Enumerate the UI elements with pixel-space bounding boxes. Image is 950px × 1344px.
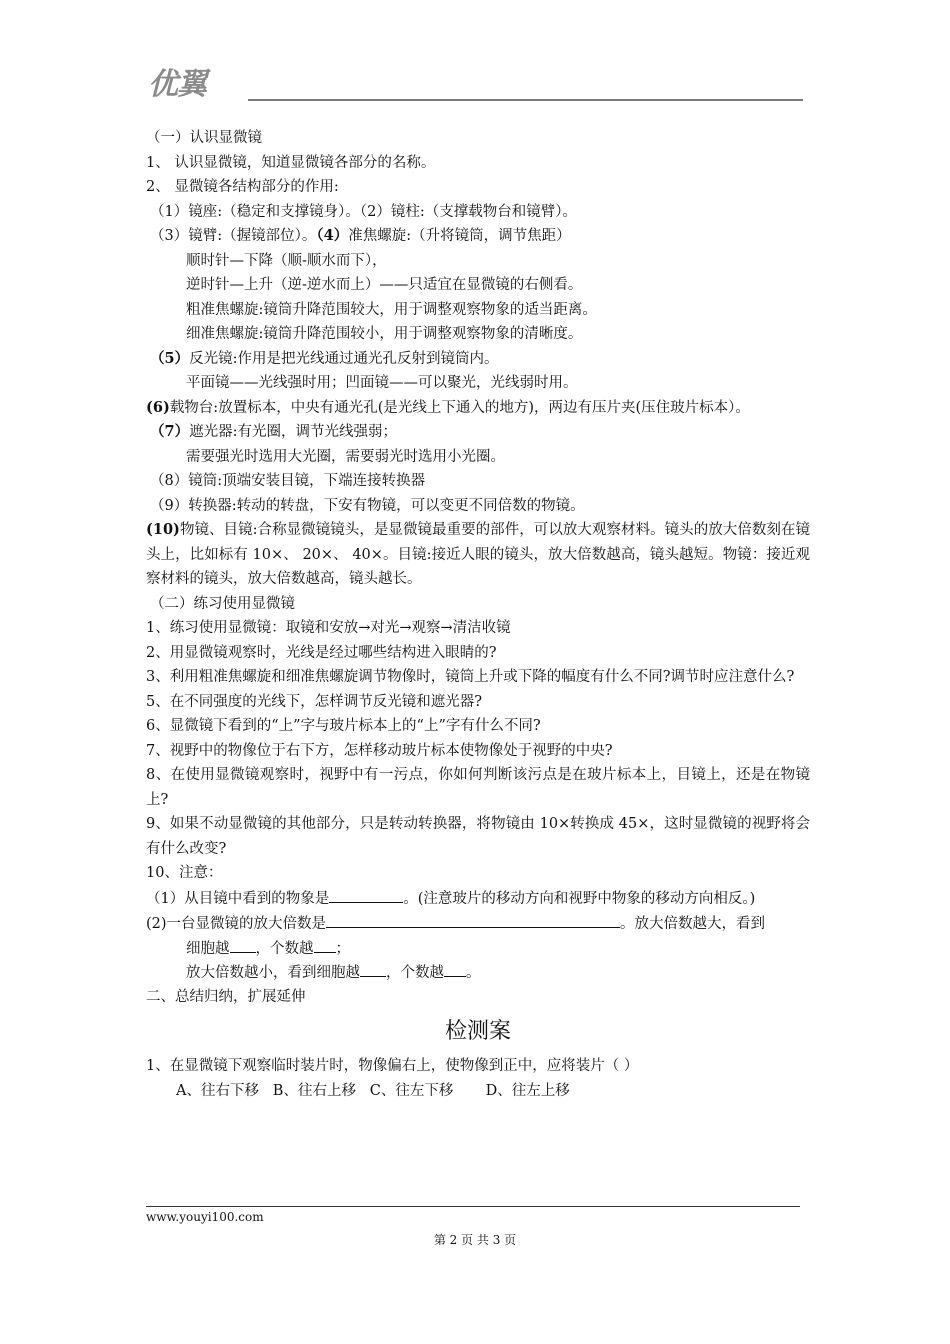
answer-blank[interactable]	[314, 936, 336, 953]
text-span: 载物台:放置标本，中央有通光孔(是光线上下通入的地方)，两边有压片夹(压住玻片标本）。	[169, 399, 750, 416]
text-span: 。放大倍数越大，看到	[620, 916, 766, 932]
list-item: 粗准焦螺旋:镜筒升降范围较大，用于调整观察物象的适当距离。	[186, 301, 597, 318]
footer-url: www.youyi100.com	[146, 1210, 264, 1224]
answer-blank[interactable]	[230, 936, 256, 953]
item-number: （5）	[150, 349, 190, 367]
document-body	[146, 126, 810, 1103]
text-span: 放大倍数越小，看到细胞越	[186, 965, 360, 981]
answer-blank[interactable]	[360, 960, 386, 977]
section-heading: （一）认识显微镜	[146, 130, 262, 146]
fill-in-item	[146, 911, 810, 936]
text-span: 准焦螺旋:（升将镜筒，调节焦距）	[348, 228, 571, 244]
text-span: ，个数越	[386, 965, 444, 981]
list-item	[146, 518, 810, 592]
list-item: 1、 认识显微镜，知道显微镜各部分的名称。	[146, 154, 436, 171]
text-span: (2)一台显微镜的放大倍数是	[146, 916, 327, 932]
list-item: （1）镜座:（稳定和支撑镜身）。（2）镜柱:（支撑载物台和镜臂）。	[150, 203, 577, 220]
text-span: 。(注意玻片的移动方向和视野中物象的移动方向相反。)	[403, 890, 756, 907]
fill-in-item	[146, 960, 810, 985]
list-item: 需要强光时选用大光圈，需要弱光时选用小光圈。	[186, 448, 505, 465]
list-item: 平面镜——光线强时用；凹面镜——可以聚光，光线弱时用。	[186, 375, 578, 391]
header-divider	[248, 99, 803, 101]
answer-blank[interactable]	[444, 960, 466, 977]
list-item	[146, 347, 810, 372]
text-span: 细胞越	[186, 940, 230, 957]
list-item: 顺时针—下降（顺-顺水而下），	[186, 252, 387, 269]
fill-in-item	[146, 936, 810, 961]
page-number: 第 2 页 共 3 页	[433, 1233, 517, 1247]
section-heading: （二）练习使用显微镜	[150, 595, 295, 612]
question-item: 3、利用粗准焦螺旋和细准焦螺旋调节物像时，镜筒上升或下降的幅度有什么不同?调节时应注意什么?	[146, 669, 795, 685]
question-item: 1、练习使用显微镜：取镜和安放→对光→观察→清洁收镜	[146, 620, 511, 636]
text-span: 。	[466, 965, 481, 981]
list-item	[146, 420, 810, 445]
question-item: 2、用显微镜观察时，光线是经过哪些结构进入眼睛的?	[146, 644, 497, 661]
text-span: 遮光器:有光圈，调节光线强弱；	[189, 424, 397, 440]
question-item: 1、在显微镜下观察临时装片时，物像偏右上，使物像到正中，应将装片（ ）	[146, 1058, 639, 1074]
list-item	[146, 224, 810, 249]
list-item: （8）镜筒:顶端安装目镜，下端连接转换器	[150, 473, 426, 489]
question-item: 7、视野中的物像位于右下方，怎样移动玻片标本使物像处于视野的中央?	[146, 742, 613, 759]
text-span: 反光镜:作用是把光线通过通光孔反射到镜筒内。	[189, 350, 499, 367]
list-item: （9）转换器:转动的转盘，下安有物镜，可以变更不同倍数的物镜。	[150, 497, 585, 514]
text-span: ；	[335, 940, 350, 957]
text-span: 物镜、目镜:合称显微镜镜头，是显微镜最重要的部件，可以放大观察材料。镜头的放大倍数刻在镜头上，比如标有 10×、 20×、 40×。目镜:接近人眼的镜头，放大倍数越高，镜头越短。物镜：接近观察材料的镜头，放大倍数越高，镜头越长。	[146, 522, 810, 587]
answer-blank[interactable]	[329, 886, 403, 903]
question-item: 8、在使用显微镜观察时，视野中有一污点，你如何判断该污点是在玻片标本上，目镜上，还是在物镜上?	[146, 767, 810, 808]
answer-blank[interactable]	[326, 911, 620, 928]
text-span: ，个数越	[255, 940, 314, 957]
item-number: (10)	[146, 521, 180, 538]
question-item: 6、显微镜下看到的“上”字与玻片标本上的“上”字有什么不同?	[146, 718, 541, 734]
section-heading: 二、总结归纳，扩展延伸	[146, 988, 306, 1005]
text-span: （1）从目镜中看到的物象是	[146, 890, 330, 907]
brand-logo: 优翼	[148, 67, 206, 102]
question-item: 5、在不同强度的光线下，怎样调节反光镜和遮光器?	[146, 693, 482, 710]
test-section-title: 检测案	[444, 1019, 511, 1044]
answer-options: A、往右下移 B、往右上移 C、往左下移 D、往左上移	[176, 1082, 570, 1099]
list-item: 2、 显微镜各结构部分的作用:	[146, 179, 339, 195]
text-span: （3）镜臂:（握镜部位）。	[150, 228, 317, 244]
list-item: 逆时针—上升（逆-逆水而上）——只适宜在显微镜的右侧看。	[186, 277, 583, 293]
footer-divider	[146, 1206, 800, 1207]
page-header	[148, 68, 803, 104]
question-item: 9、如果不动显微镜的其他部分，只是转动转换器，将物镜由 10×转换成 45×，这时显微镜的视野将会有什么改变?	[146, 816, 810, 857]
fill-in-item	[146, 886, 810, 912]
list-item	[146, 396, 810, 421]
item-number: (6)	[146, 398, 170, 416]
item-number: （7）	[150, 423, 190, 440]
item-number: （4）	[316, 227, 349, 244]
list-item: 细准焦螺旋:镜筒升降范围较小，用于调整观察物象的清晰度。	[186, 326, 583, 342]
question-item: 10、注意：	[146, 865, 223, 881]
